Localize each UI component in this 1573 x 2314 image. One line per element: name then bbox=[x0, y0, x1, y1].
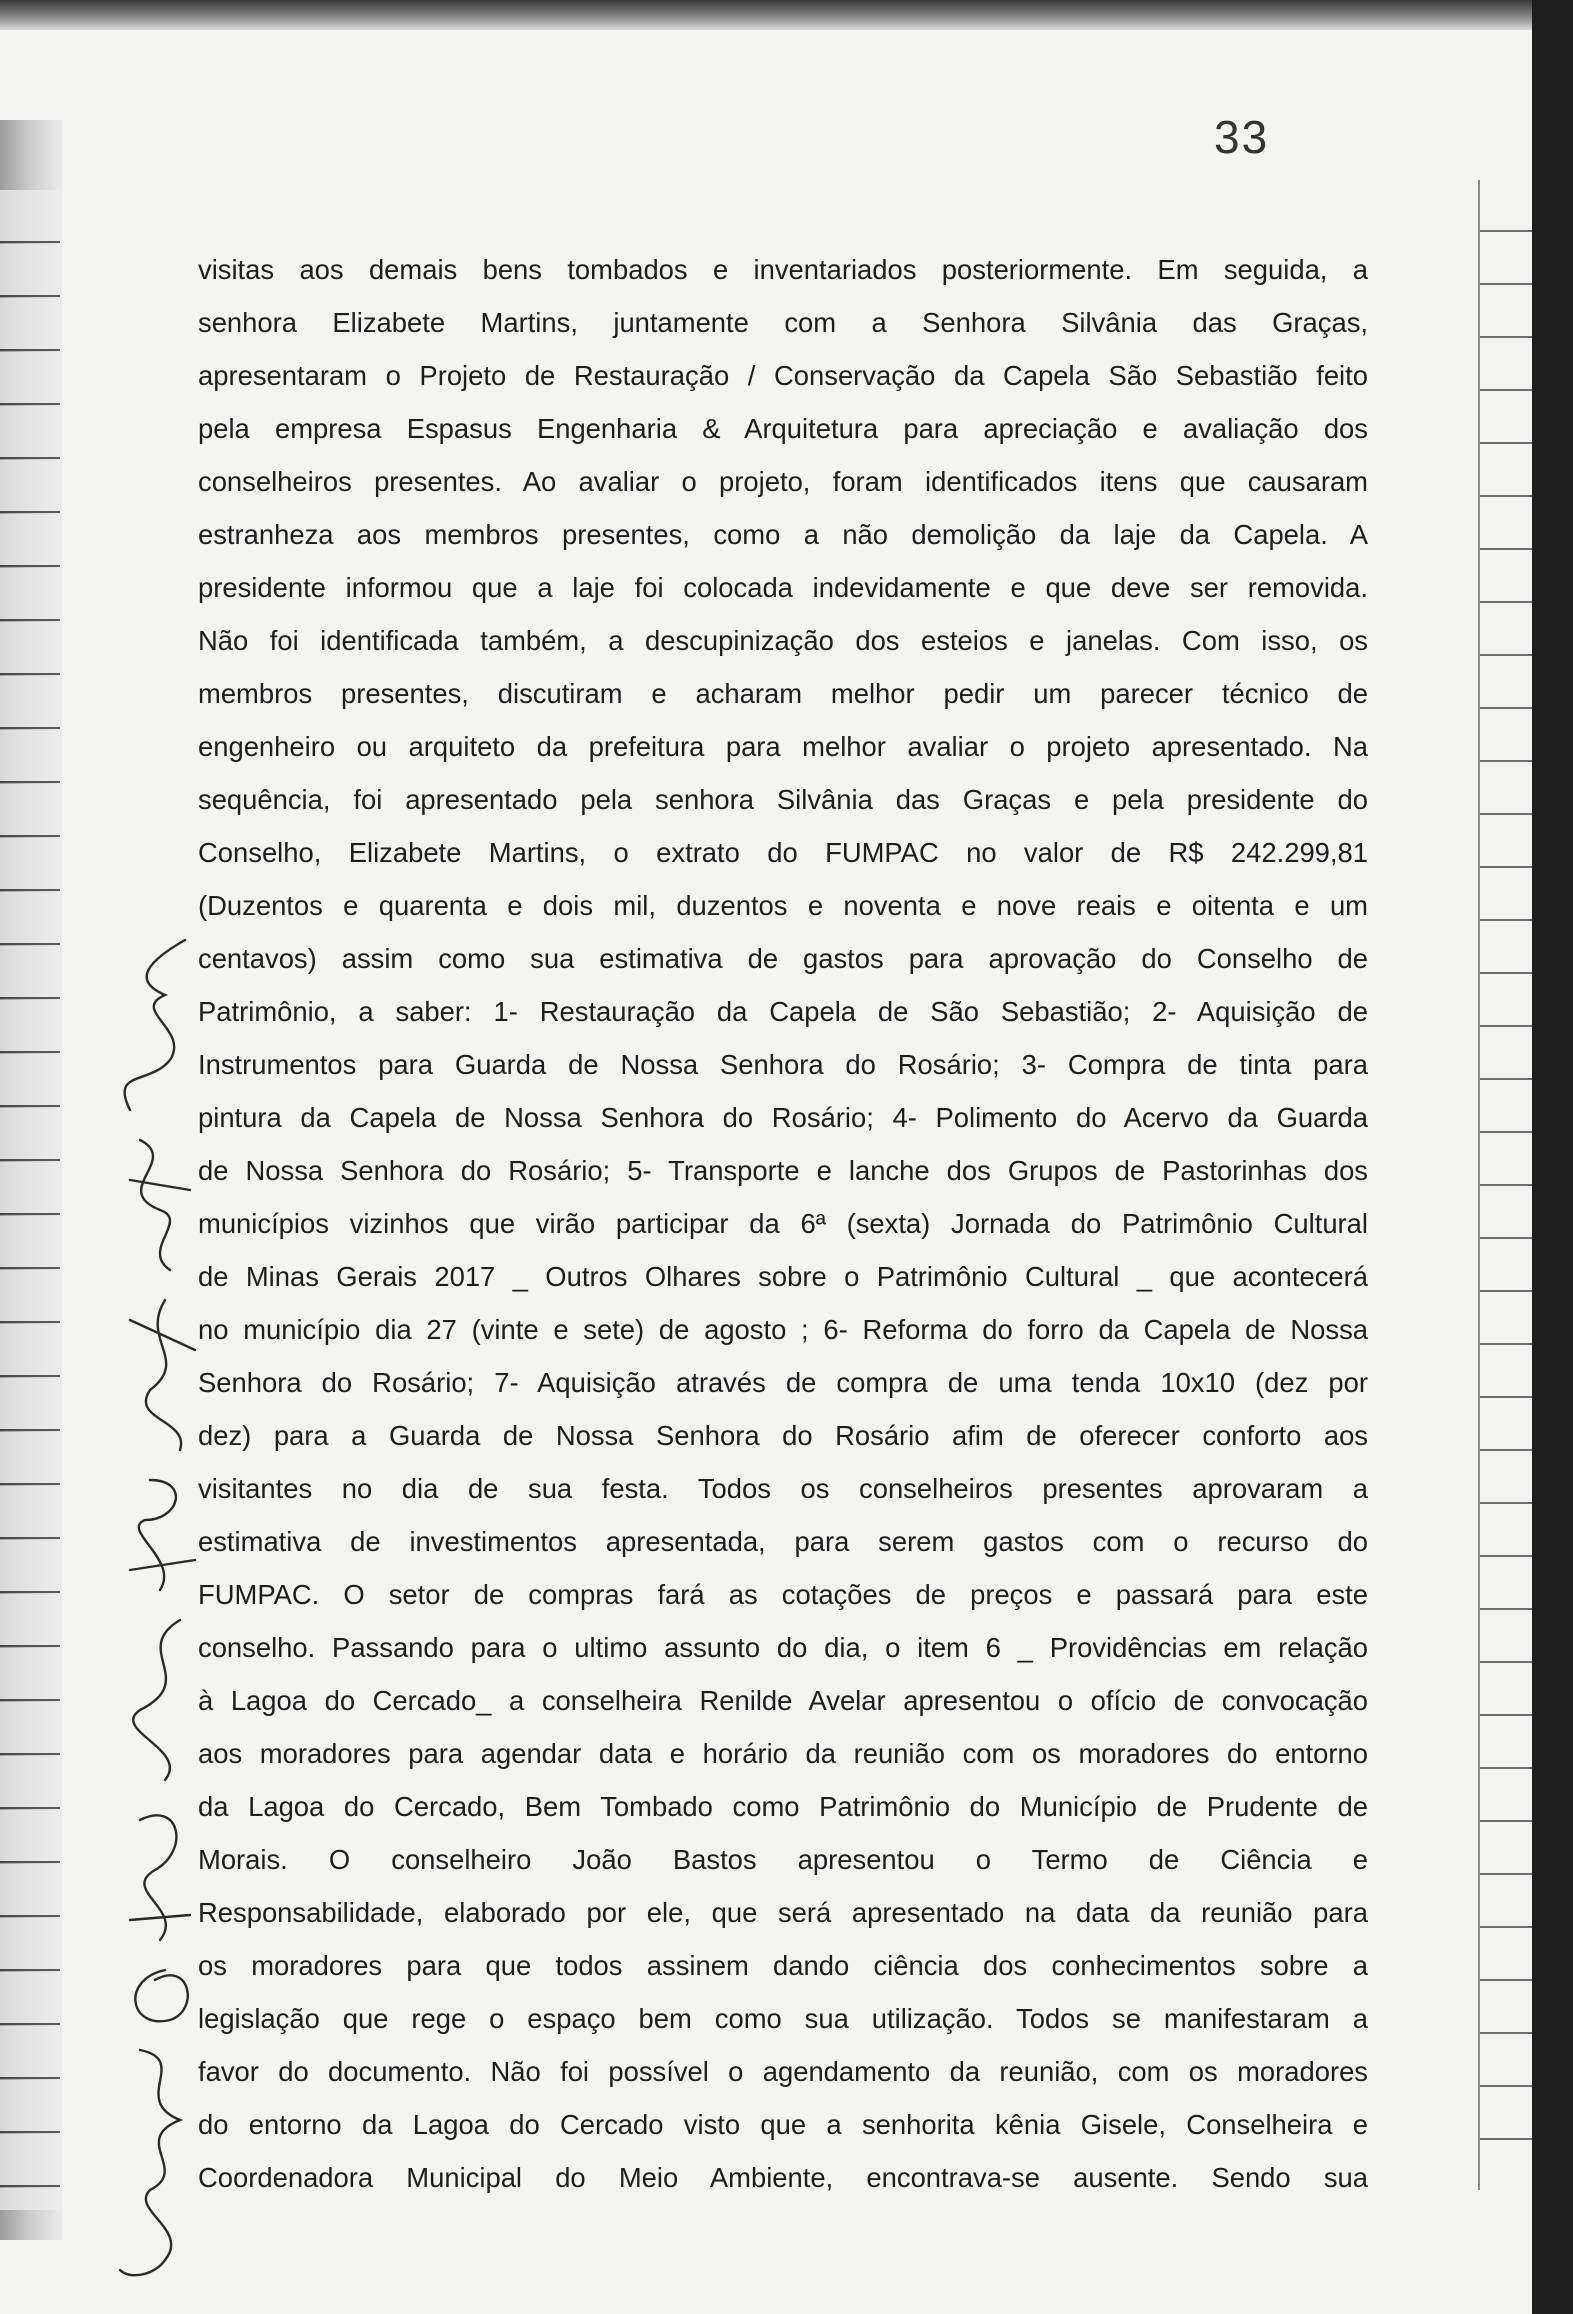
text-line: visitas aos demais bens tombados e inventariados posteriormente. Em seguida, a bbox=[198, 254, 1368, 285]
text-line: Não foi identificada também, a descupinização dos esteios e janelas. Com isso, os bbox=[198, 625, 1368, 656]
text-line: conselheiros presentes. Ao avaliar o projeto, foram identificados itens que causaram bbox=[198, 466, 1368, 497]
text-line: centavos) assim como sua estimativa de gastos para aprovação do Conselho de bbox=[198, 943, 1368, 974]
text-line: sequência, foi apresentado pela senhora Silvânia das Graças e pela presidente do bbox=[198, 784, 1368, 815]
page-number: 33 bbox=[1214, 111, 1270, 163]
document-body bbox=[198, 243, 1368, 2204]
scan-left-tick-marks bbox=[0, 190, 60, 2210]
text-line: (Duzentos e quarenta e dois mil, duzentos e noventa e nove reais e oitenta e um bbox=[198, 890, 1368, 921]
text-line: engenheiro ou arquiteto da prefeitura para melhor avaliar o projeto apresentado. Na bbox=[198, 731, 1368, 762]
text-line: favor do documento. Não foi possível o agendamento da reunião, com os moradores bbox=[198, 2056, 1368, 2087]
text-line: Patrimônio, a saber: 1- Restauração da Capela de São Sebastião; 2- Aquisição de bbox=[198, 996, 1368, 1027]
scan-right-dark-edge bbox=[1532, 0, 1573, 2314]
text-line: os moradores para que todos assinem dando ciência dos conhecimentos sobre a bbox=[198, 1950, 1368, 1981]
scan-right-margin-lines bbox=[1478, 180, 1532, 2190]
text-line: membros presentes, discutiram e acharam melhor pedir um parecer técnico de bbox=[198, 678, 1368, 709]
text-line: à Lagoa do Cercado_ a conselheira Renilde Avelar apresentou o ofício de convocação bbox=[198, 1685, 1368, 1716]
text-line: Morais. O conselheiro João Bastos apresentou o Termo de Ciência e bbox=[198, 1844, 1368, 1875]
text-line: Responsabilidade, elaborado por ele, que será apresentado na data da reunião para bbox=[198, 1897, 1368, 1928]
text-line: municípios vizinhos que virão participar da 6ª (sexta) Jornada do Patrimônio Cultural bbox=[198, 1208, 1368, 1239]
text-line: estranheza aos membros presentes, como a não demolição da laje da Capela. A bbox=[198, 519, 1368, 550]
text-line: pintura da Capela de Nossa Senhora do Rosário; 4- Polimento do Acervo da Guarda bbox=[198, 1102, 1368, 1133]
text-line: legislação que rege o espaço bem como sua utilização. Todos se manifestaram a bbox=[198, 2003, 1368, 2034]
text-line: no município dia 27 (vinte e sete) de agosto ; 6- Reforma do forro da Capela de Nossa bbox=[198, 1314, 1368, 1345]
text-line: FUMPAC. O setor de compras fará as cotações de preços e passará para este bbox=[198, 1579, 1368, 1610]
text-line: conselho. Passando para o ultimo assunto do dia, o item 6 _ Providências em relação bbox=[198, 1632, 1368, 1663]
text-line: de Minas Gerais 2017 _ Outros Olhares sobre o Patrimônio Cultural _ que acontecerá bbox=[198, 1261, 1368, 1292]
text-line: apresentaram o Projeto de Restauração / Conservação da Capela São Sebastião feito bbox=[198, 360, 1368, 391]
text-line: pela empresa Espasus Engenharia & Arquitetura para apreciação e avaliação dos bbox=[198, 413, 1368, 444]
text-line: da Lagoa do Cercado, Bem Tombado como Patrimônio do Município de Prudente de bbox=[198, 1791, 1368, 1822]
text-line: presidente informou que a laje foi colocada indevidamente e que deve ser removida. bbox=[198, 572, 1368, 603]
text-line: Coordenadora Municipal do Meio Ambiente, encontrava-se ausente. Sendo sua bbox=[198, 2162, 1368, 2193]
text-line: Conselho, Elizabete Martins, o extrato do FUMPAC no valor de R$ 242.299,81 bbox=[198, 837, 1368, 868]
text-line: estimativa de investimentos apresentada, para serem gastos com o recurso do bbox=[198, 1526, 1368, 1557]
scan-top-edge bbox=[0, 0, 1573, 30]
text-line: dez) para a Guarda de Nossa Senhora do Rosário afim de oferecer conforto aos bbox=[198, 1420, 1368, 1451]
text-line: de Nossa Senhora do Rosário; 5- Transporte e lanche dos Grupos de Pastorinhas dos bbox=[198, 1155, 1368, 1186]
text-line: Senhora do Rosário; 7- Aquisição através de compra de uma tenda 10x10 (dez por bbox=[198, 1367, 1368, 1398]
text-line: aos moradores para agendar data e horário da reunião com os moradores do entorno bbox=[198, 1738, 1368, 1769]
text-line: Instrumentos para Guarda de Nossa Senhora do Rosário; 3- Compra de tinta para bbox=[198, 1049, 1368, 1080]
text-line: senhora Elizabete Martins, juntamente com a Senhora Silvânia das Graças, bbox=[198, 307, 1368, 338]
text-line: visitantes no dia de sua festa. Todos os conselheiros presentes aprovaram a bbox=[198, 1473, 1368, 1504]
text-line: do entorno da Lagoa do Cercado visto que a senhorita kênia Gisele, Conselheira e bbox=[198, 2109, 1368, 2140]
